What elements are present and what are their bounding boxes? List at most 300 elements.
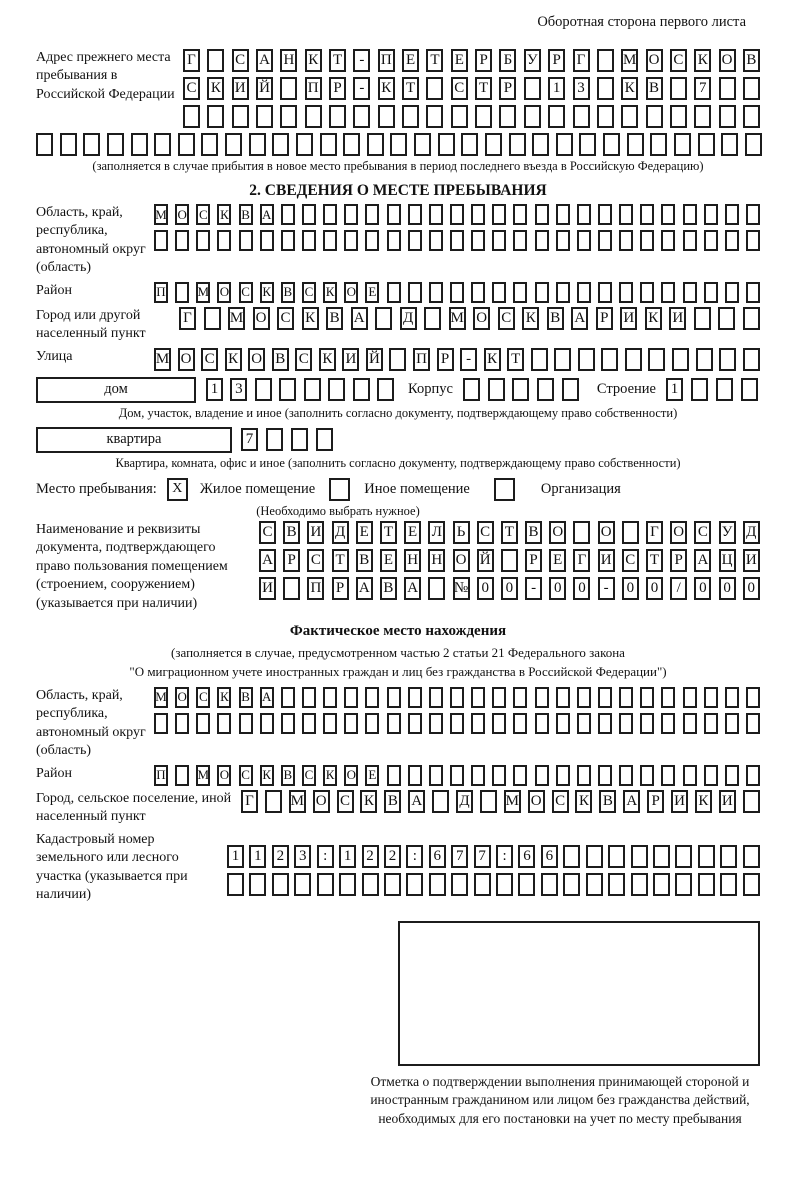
char-cell: О	[549, 521, 566, 544]
char-cell	[131, 133, 148, 156]
checkbox-inoe	[329, 478, 350, 501]
char-cell	[265, 790, 282, 813]
char-cell: Р	[670, 549, 687, 572]
char-cell	[563, 873, 580, 896]
char-cell	[204, 307, 221, 330]
char-cell: 6	[518, 845, 535, 868]
char-cell: А	[260, 687, 274, 708]
apartment-type-box: квартира	[36, 427, 232, 453]
char-cell: Б	[499, 49, 516, 72]
char-cell: П	[307, 577, 324, 600]
char-cell	[577, 230, 591, 251]
char-cell	[535, 713, 549, 734]
house-line	[36, 377, 760, 403]
char-cell	[387, 713, 401, 734]
char-cell: :	[317, 845, 334, 868]
char-cell	[207, 105, 224, 128]
char-cell: В	[646, 77, 663, 100]
raion-actual-label: Район	[36, 765, 72, 781]
char-cell	[365, 713, 379, 734]
char-cell	[619, 713, 633, 734]
char-grid-row	[154, 230, 760, 251]
char-cell	[154, 230, 168, 251]
char-cell	[492, 713, 506, 734]
char-cell: Е	[549, 549, 566, 572]
char-cell	[266, 428, 283, 451]
char-cell	[743, 348, 760, 371]
char-cell	[302, 713, 316, 734]
char-cell: 0	[573, 577, 590, 600]
char-cell	[296, 133, 313, 156]
field-oblast-actual	[36, 687, 760, 761]
char-cell: 0	[743, 577, 760, 600]
char-cell: С	[302, 765, 316, 786]
char-grid-row	[154, 204, 760, 225]
char-cell	[249, 873, 266, 896]
char-cell	[183, 105, 200, 128]
char-cell	[704, 230, 718, 251]
char-cell	[408, 687, 422, 708]
char-cell	[725, 204, 739, 225]
char-cell: Е	[356, 521, 373, 544]
confirmation-stamp-note: Отметка о подтверждении выполнения принимающей стороной и иностранным гражданином или лицом без гражданства действий, необходимых для его постановки на учет по месту пребывания	[370, 1073, 750, 1127]
char-cell	[691, 378, 708, 401]
char-cell	[281, 230, 295, 251]
char-cell	[463, 378, 480, 401]
char-cell	[402, 105, 419, 128]
char-cell	[661, 687, 675, 708]
char-cell: 3	[573, 77, 590, 100]
char-cell	[661, 282, 675, 303]
char-cell: О	[175, 204, 189, 225]
char-cell	[556, 204, 570, 225]
char-cell: С	[451, 77, 468, 100]
field-raion	[36, 282, 760, 303]
char-cell: К	[260, 765, 274, 786]
char-cell: М	[449, 307, 466, 330]
char-cell	[621, 105, 638, 128]
char-cell	[488, 378, 505, 401]
char-cell: Г	[573, 49, 590, 72]
char-cell	[683, 687, 697, 708]
char-cell	[683, 713, 697, 734]
char-cell	[653, 873, 670, 896]
char-cell	[535, 204, 549, 225]
char-cell: 0	[694, 577, 711, 600]
char-cell: К	[319, 348, 336, 371]
char-cell	[239, 230, 253, 251]
char-cell	[556, 765, 570, 786]
char-cell	[743, 873, 760, 896]
char-cell: О	[217, 765, 231, 786]
char-cell	[597, 49, 614, 72]
char-cell	[387, 282, 401, 303]
char-cell: 2	[362, 845, 379, 868]
char-cell: О	[646, 49, 663, 72]
char-cell	[408, 765, 422, 786]
stroenie-cells	[666, 378, 758, 401]
char-cell: 1	[227, 845, 244, 868]
char-cell: -	[598, 577, 615, 600]
char-cell: К	[575, 790, 592, 813]
char-cell	[743, 307, 760, 330]
char-cell: Т	[380, 521, 397, 544]
char-grid-row	[259, 549, 760, 572]
char-cell	[450, 713, 464, 734]
char-cell	[608, 873, 625, 896]
char-grid-row	[227, 873, 760, 896]
char-cell: В	[384, 790, 401, 813]
char-cell	[429, 230, 443, 251]
char-cell: А	[623, 790, 640, 813]
char-cell	[343, 133, 360, 156]
char-cell: О	[453, 549, 470, 572]
char-cell	[329, 105, 346, 128]
char-cell	[471, 713, 485, 734]
char-cell: Н	[428, 549, 445, 572]
char-cell	[513, 687, 527, 708]
char-cell	[648, 348, 665, 371]
char-cell	[577, 765, 591, 786]
char-cell: С	[477, 521, 494, 544]
char-cell: 1	[206, 378, 223, 401]
char-cell	[450, 765, 464, 786]
char-cell: И	[671, 790, 688, 813]
char-cell: Р	[329, 77, 346, 100]
char-cell: В	[547, 307, 564, 330]
char-cell: :	[496, 845, 513, 868]
char-cell	[492, 687, 506, 708]
char-cell	[704, 713, 718, 734]
char-cell	[175, 713, 189, 734]
char-cell	[718, 307, 735, 330]
char-cell	[725, 713, 739, 734]
char-cell: Т	[646, 549, 663, 572]
char-cell: Й	[256, 77, 273, 100]
char-cell: А	[356, 577, 373, 600]
char-cell	[196, 713, 210, 734]
char-cell: С	[232, 49, 249, 72]
char-cell	[414, 133, 431, 156]
char-cell	[683, 282, 697, 303]
char-cell: В	[281, 765, 295, 786]
char-cell: С	[498, 307, 515, 330]
char-cell	[432, 790, 449, 813]
char-cell	[619, 282, 633, 303]
char-cell	[721, 133, 738, 156]
char-cell	[622, 521, 639, 544]
char-cell: В	[326, 307, 343, 330]
char-cell: №	[453, 577, 470, 600]
char-cell: Г	[179, 307, 196, 330]
char-cell: М	[154, 204, 168, 225]
char-cell	[518, 873, 535, 896]
char-cell: К	[217, 204, 231, 225]
char-cell	[471, 765, 485, 786]
char-cell	[471, 282, 485, 303]
char-cell	[725, 230, 739, 251]
char-cell: К	[225, 348, 242, 371]
char-cell	[387, 204, 401, 225]
stay-type-line	[36, 478, 760, 501]
char-cell: А	[571, 307, 588, 330]
char-cell: Р	[437, 348, 454, 371]
char-cell	[535, 230, 549, 251]
char-cell: С	[552, 790, 569, 813]
house-note: Дом, участок, владение и иное (заполнить согласно документу, подтверждающему право собственности)	[118, 405, 678, 420]
field-gorod-actual	[36, 790, 760, 827]
page-side-note: Оборотная сторона первого листа	[537, 14, 746, 30]
char-cell: О	[253, 307, 270, 330]
char-cell	[746, 765, 760, 786]
char-cell: 1	[548, 77, 565, 100]
char-cell: О	[217, 282, 231, 303]
char-cell	[535, 687, 549, 708]
option-zhiloe-label: Жилое помещение	[199, 480, 316, 497]
char-cell	[746, 230, 760, 251]
char-grid-row	[154, 765, 760, 786]
char-cell: 6	[429, 845, 446, 868]
char-cell	[578, 348, 595, 371]
char-cell: С	[694, 521, 711, 544]
char-cell	[471, 230, 485, 251]
char-cell	[304, 378, 321, 401]
char-cell	[317, 873, 334, 896]
char-cell: 0	[646, 577, 663, 600]
char-cell: О	[528, 790, 545, 813]
char-cell	[178, 133, 195, 156]
char-cell	[492, 765, 506, 786]
char-cell: -	[525, 577, 542, 600]
house-number-cells	[206, 378, 394, 401]
char-cell	[670, 77, 687, 100]
char-cell	[280, 77, 297, 100]
char-cell	[480, 790, 497, 813]
field-prev-address	[36, 49, 760, 128]
char-cell	[603, 133, 620, 156]
char-cell: 7	[451, 845, 468, 868]
char-cell: 0	[477, 577, 494, 600]
char-cell	[281, 687, 295, 708]
char-grid-row	[259, 577, 760, 600]
char-cell	[365, 204, 379, 225]
char-cell	[640, 282, 654, 303]
char-cell: 1	[339, 845, 356, 868]
char-cell: 0	[622, 577, 639, 600]
char-cell	[598, 204, 612, 225]
char-cell: И	[719, 790, 736, 813]
field-gorod	[36, 307, 760, 344]
char-grid-row	[241, 790, 760, 813]
char-cell	[387, 687, 401, 708]
char-cell: Р	[332, 577, 349, 600]
char-cell	[513, 282, 527, 303]
char-cell: К	[323, 282, 337, 303]
char-cell	[672, 348, 689, 371]
char-cell: П	[154, 282, 168, 303]
char-cell	[562, 378, 579, 401]
char-cell: Т	[329, 49, 346, 72]
char-cell	[451, 873, 468, 896]
char-cell: К	[360, 790, 377, 813]
char-cell	[674, 133, 691, 156]
char-cell	[694, 307, 711, 330]
char-cell: И	[598, 549, 615, 572]
char-cell: 0	[549, 577, 566, 600]
char-cell	[743, 105, 760, 128]
char-cell	[597, 77, 614, 100]
char-cell	[661, 204, 675, 225]
char-cell	[627, 133, 644, 156]
char-cell: С	[259, 521, 276, 544]
char-cell	[554, 348, 571, 371]
char-cell: Е	[404, 521, 421, 544]
char-cell	[323, 713, 337, 734]
char-cell	[704, 687, 718, 708]
char-cell: К	[522, 307, 539, 330]
checkbox-zhiloe: X	[167, 478, 188, 501]
char-cell: М	[504, 790, 521, 813]
char-cell: Р	[525, 549, 542, 572]
char-cell: -	[353, 49, 370, 72]
char-cell: Г	[241, 790, 258, 813]
char-cell: С	[183, 77, 200, 100]
char-cell	[619, 687, 633, 708]
char-cell	[501, 549, 518, 572]
char-cell: -	[460, 348, 477, 371]
char-cell	[294, 873, 311, 896]
char-cell: О	[719, 49, 736, 72]
char-cell: Д	[743, 521, 760, 544]
field-cadastre	[36, 831, 760, 905]
char-cell: О	[175, 687, 189, 708]
char-cell	[492, 204, 506, 225]
char-cell: А	[408, 790, 425, 813]
char-cell: К	[645, 307, 662, 330]
char-cell	[640, 765, 654, 786]
char-cell: В	[239, 687, 253, 708]
char-cell: К	[260, 282, 274, 303]
char-cell	[107, 133, 124, 156]
char-cell	[474, 873, 491, 896]
char-cell: П	[154, 765, 168, 786]
char-cell: М	[621, 49, 638, 72]
char-cell	[36, 133, 53, 156]
char-cell: И	[342, 348, 359, 371]
char-cell: 7	[694, 77, 711, 100]
char-cell	[207, 49, 224, 72]
char-cell	[598, 713, 612, 734]
char-cell	[353, 105, 370, 128]
actual-location-title: Фактическое место нахождения	[289, 623, 507, 640]
char-cell	[640, 204, 654, 225]
char-cell: Й	[477, 549, 494, 572]
char-cell	[573, 521, 590, 544]
char-cell: 7	[474, 845, 491, 868]
confirmation-stamp-box	[398, 921, 760, 1066]
char-cell	[302, 230, 316, 251]
prev-address-label: Адрес прежнего места пребывания в Российской Федерации	[36, 50, 175, 102]
char-cell: С	[239, 765, 253, 786]
char-cell	[725, 687, 739, 708]
char-cell	[719, 105, 736, 128]
field-ulitsa	[36, 348, 760, 371]
char-cell: 1	[666, 378, 683, 401]
char-cell	[619, 765, 633, 786]
char-cell: Е	[451, 49, 468, 72]
char-cell	[475, 105, 492, 128]
char-cell	[60, 133, 77, 156]
char-cell	[577, 713, 591, 734]
char-cell	[509, 133, 526, 156]
char-cell	[384, 873, 401, 896]
char-cell	[387, 765, 401, 786]
char-cell: Т	[501, 521, 518, 544]
char-cell	[698, 133, 715, 156]
char-cell: С	[196, 687, 210, 708]
char-cell	[683, 204, 697, 225]
char-cell: С	[277, 307, 294, 330]
char-cell	[450, 230, 464, 251]
char-cell	[653, 845, 670, 868]
char-cell	[650, 133, 667, 156]
char-cell	[579, 133, 596, 156]
char-cell: М	[228, 307, 245, 330]
char-grid-row	[259, 521, 760, 544]
char-cell: О	[344, 765, 358, 786]
char-cell: И	[232, 77, 249, 100]
char-cell	[281, 204, 295, 225]
char-cell	[424, 307, 441, 330]
char-cell	[631, 873, 648, 896]
section2-title: 2. СВЕДЕНИЯ О МЕСТЕ ПРЕБЫВАНИЯ	[249, 182, 547, 199]
char-cell	[556, 133, 573, 156]
prev-address-note: (заполняется в случае прибытия в новое место пребывания в период последнего въезда в Российскую Федерацию)	[92, 159, 704, 173]
char-cell	[556, 713, 570, 734]
char-cell	[305, 105, 322, 128]
char-cell: К	[217, 687, 231, 708]
char-cell: 0	[719, 577, 736, 600]
char-cell	[675, 873, 692, 896]
char-cell	[217, 713, 231, 734]
char-cell: Т	[426, 49, 443, 72]
char-cell	[450, 687, 464, 708]
char-cell	[175, 765, 189, 786]
char-cell: 7	[241, 428, 258, 451]
char-cell: О	[313, 790, 330, 813]
char-grid-row	[179, 307, 760, 330]
char-cell	[725, 282, 739, 303]
char-cell	[698, 873, 715, 896]
char-cell	[272, 133, 289, 156]
char-cell: К	[305, 49, 322, 72]
char-cell	[741, 378, 758, 401]
char-cell: М	[154, 348, 171, 371]
char-cell	[175, 230, 189, 251]
char-cell	[513, 230, 527, 251]
char-cell: О	[670, 521, 687, 544]
char-cell: Г	[646, 521, 663, 544]
char-cell: И	[743, 549, 760, 572]
char-cell: Л	[428, 521, 445, 544]
char-cell: Н	[280, 49, 297, 72]
char-cell: Т	[402, 77, 419, 100]
char-cell	[675, 845, 692, 868]
char-cell	[719, 77, 736, 100]
char-cell: К	[621, 77, 638, 100]
char-cell: П	[378, 49, 395, 72]
char-cell	[225, 133, 242, 156]
